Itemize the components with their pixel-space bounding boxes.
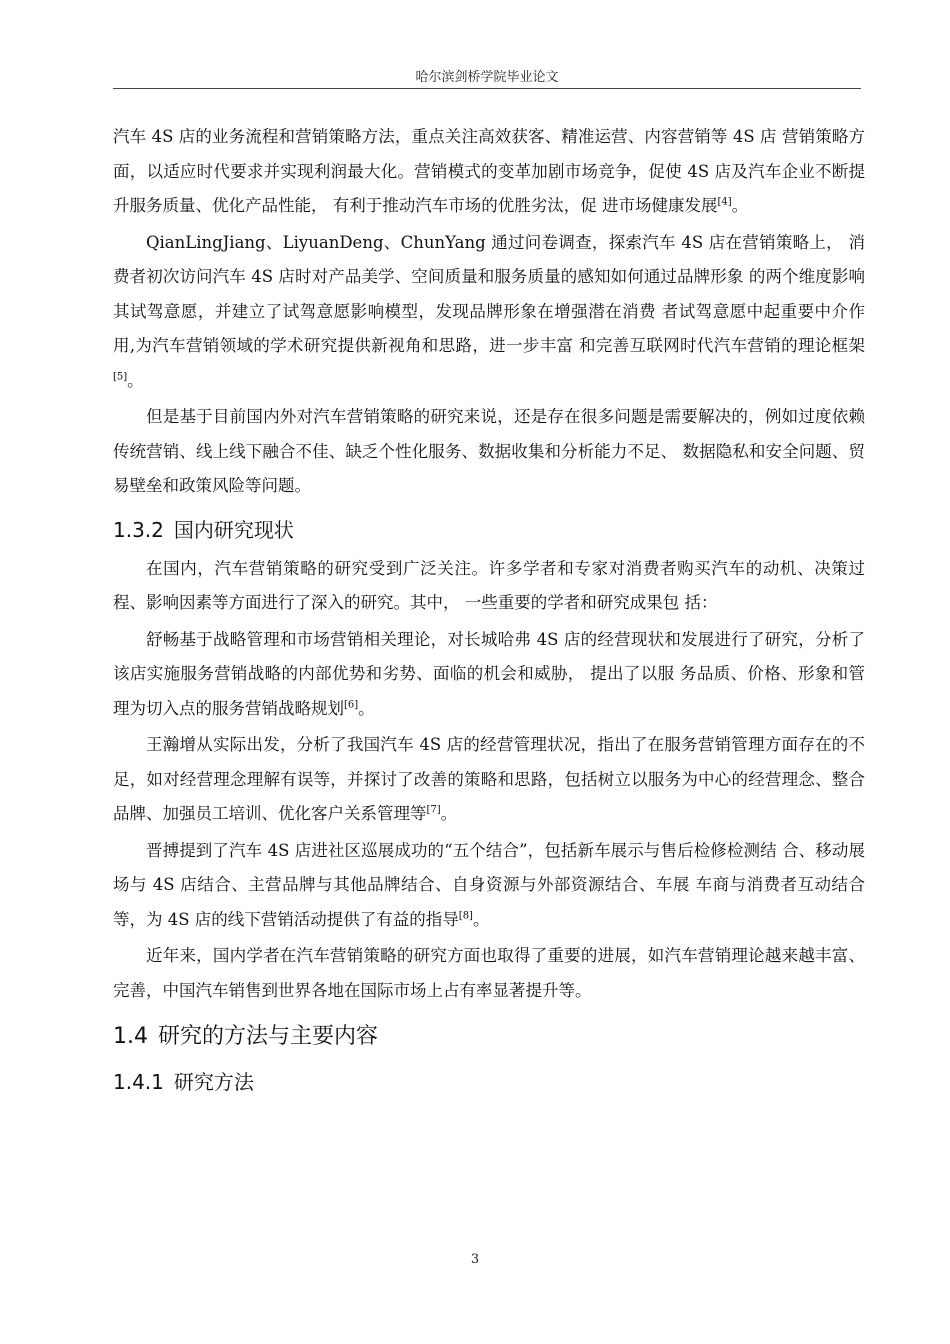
section-number: 1.3.2 (113, 517, 164, 542)
section-title: 研究方法 (173, 1070, 254, 1094)
citation-ref: [4] (717, 196, 732, 208)
paragraph-end: 。 (127, 370, 144, 390)
paragraph-end: 。 (472, 909, 490, 929)
running-header: 哈尔滨剑桥学院毕业论文 (415, 70, 559, 85)
paragraph-text: 汽车 4S 店的业务流程和营销策略方法，重点关注高效获客、精准运营、内容营销等 4S 店 营销策略方面，以适应时代要求并实现利润最大化。营销模式的变革加剧市场竞争，促使 4S 店及汽车企业不断提升服务质量、优化产品性能， 有利于推动汽车市场的优胜劣汰，促 进市场健康发展 (113, 127, 865, 215)
paragraph-text: 晋搏提到了汽车 4S 店进社区巡展成功的“五个结合”，包括新车展示与售后检修检测结 合、移动展场与 4S 店结合、主营品牌与其他品牌结合、自身资源与外部资源结合、车展 车商与消费者互动结合等，为 4S 店的线下营销活动提供了有益的指导 (113, 840, 865, 929)
page-body (113, 120, 865, 1104)
page-number: 3 (470, 1252, 480, 1267)
citation-ref: [8] (458, 910, 473, 921)
section-heading-1-3-2 (113, 512, 865, 548)
paragraph (113, 728, 865, 832)
section-number: 1.4 (113, 1024, 148, 1049)
citation-ref: [6] (344, 699, 359, 710)
section-heading-1-4 (113, 1018, 865, 1056)
paragraph-end: 。 (440, 804, 458, 823)
paragraph: 但是基于目前国内外对汽车营销策略的研究来说，还是存在很多问题是需要解决的，例如过度依赖传统营销、线上线下融合不佳、缺乏个性化服务、数据收集和分析能力不足、 数据隐私和安全问题、贸易壁垒和政策风险等问题。 (113, 407, 865, 495)
header-rule (113, 88, 861, 89)
section-title: 国内研究现状 (173, 517, 294, 542)
paragraph-text: QianLingJiang、LiyuanDeng、ChunYang 通过问卷调查，探索汽车 4S 店在营销策略上， 消费者初次访问汽车 4S 店时对产品美学、空间质量和服务质量的感知如何通过品牌形象 的两个维度影响其试驾意愿，并建立了试驾意愿影响模型，发现品牌形象在增强潜在消费 者试驾意愿中起重要中介作用,为汽车营销领域的学术研究提供新视角和思路，进一步丰富 和完善互联网时代汽车营销的理论框架 (113, 232, 865, 355)
paragraph: 近年来，国内学者在汽车营销策略的研究方面也取得了重要的进展，如汽车营销理论越来越丰富、完善，中国汽车销售到世界各地在国际市场上占有率显著提升等。 (113, 946, 865, 1000)
section-heading-1-4-1 (113, 1064, 865, 1100)
paragraph (113, 834, 865, 938)
paragraph (113, 623, 865, 727)
paragraph-end: 。 (731, 196, 749, 215)
section-number: 1.4.1 (113, 1070, 164, 1094)
paragraph-text: 王瀚增从实际出发，分析了我国汽车 4S 店的经营管理状况，指出了在服务营销管理方面存在的不足，如对经营理念理解有误等，并探讨了改善的策略和思路，包括树立以服务为中心的经营理念、整合品牌、加强员工培训、优化客户关系管理等 (113, 735, 865, 823)
citation-ref: [7] (426, 804, 441, 816)
paragraph-continuation (113, 120, 865, 224)
paragraph-end: 。 (358, 698, 375, 718)
paragraph (113, 226, 865, 399)
citation-ref: [5] (113, 371, 128, 382)
section-title: 研究的方法与主要内容 (158, 1024, 379, 1049)
paragraph: 在国内，汽车营销策略的研究受到广泛关注。许多学者和专家对消费者购买汽车的动机、决策过程、影响因素等方面进行了深入的研究。其中， 一些重要的学者和研究成果包 括： (113, 558, 865, 612)
paragraph-text: 舒畅基于战略管理和市场营销相关理论，对长城哈弗 4S 店的经营现状和发展进行了研究，分析了该店实施服务营销战略的内部优势和劣势、面临的机会和威胁， 提出了以服 务品质、价格、形象和管理为切入点的服务营销战略规划 (113, 629, 865, 718)
